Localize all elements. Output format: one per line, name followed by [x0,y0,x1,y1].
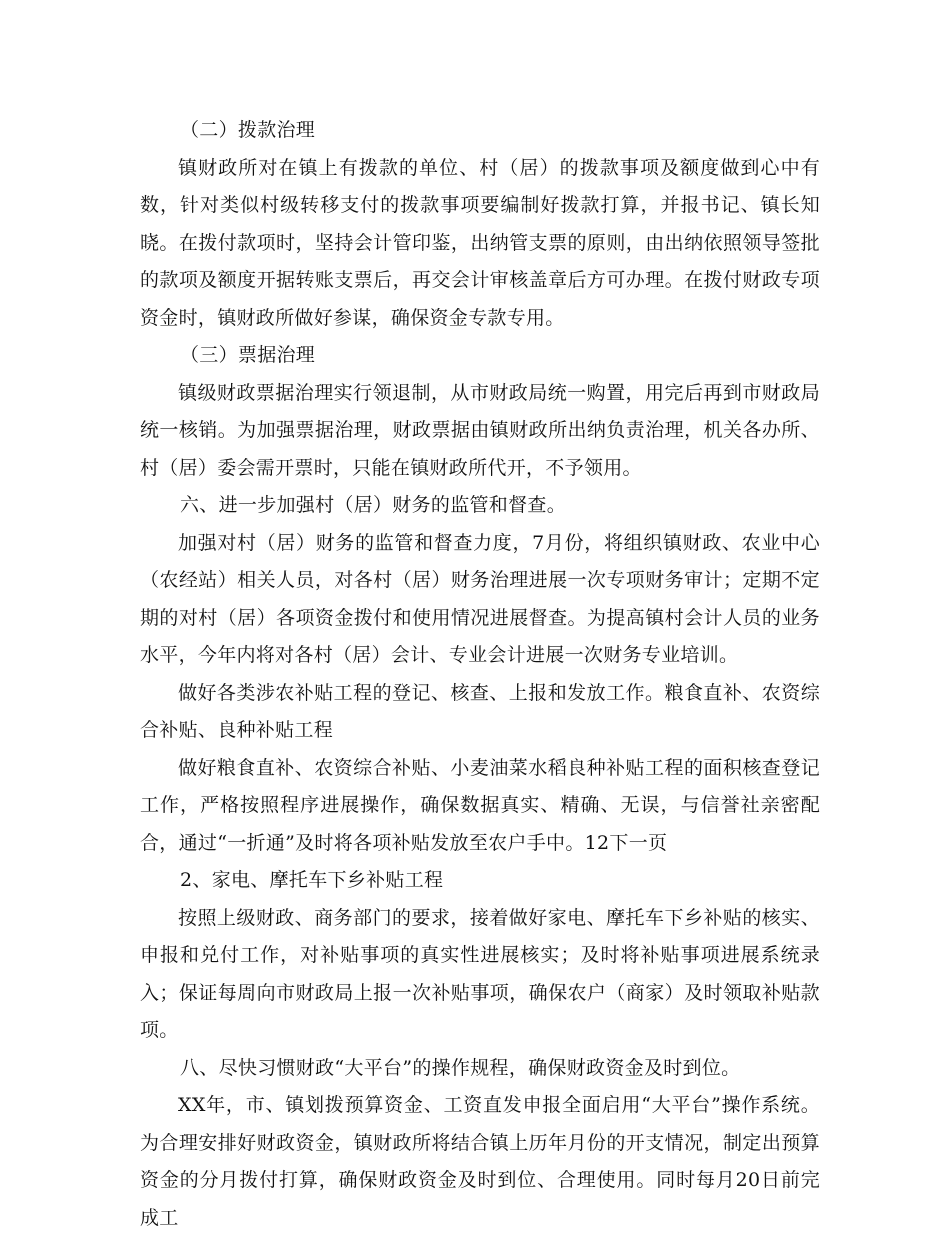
paragraph-disbursement: 镇财政所对在镇上有拨款的单位、村（居）的拨款事项及额度做到心中有数，针对类似村级转移支付的拨款事项要编制好拨款打算，并报书记、镇长知晓。在拨付款项时，坚持会计管印鉴，出纳管支票的原则，由出纳依照领导签批的款项及额度开据转账支票后，再交会计审核盖章后方可办理。在拨付财政专项资金时，镇财政所做好参谋，确保资金专款专用。 [140,156,820,329]
section-heading-disbursement: （二）拨款治理 [180,119,316,141]
paragraph-village-finance: 加强对村（居）财务的监管和督查力度，7月份，将组织镇财政、农业中心（农经站）相关人员，对各村（居）财务治理进展一次专项财务审计；定期不定期的对村（居）各项资金拨付和使用情况进展督查。为提高镇村会计人员的业务水平，今年内将对各村（居）会计、专业会计进展一次财务专业培训。 [140,531,820,666]
section-heading-appliance-subsidy: 2、家电、摩托车下乡补贴工程 [180,869,444,891]
section-heading-platform: 八、尽快习惯财政“大平台”的操作规程，确保财政资金及时到位。 [180,1056,741,1079]
document-body [140,112,820,1237]
paragraph-receipts: 镇级财政票据治理实行领退制，从市财政局统一购置，用完后再到市财政局统一核销。为加强票据治理，财政票据由镇财政所出纳负责治理，机关各办所、村（居）委会需开票时，只能在镇财政所代开，不予领用。 [140,381,820,479]
section-heading-receipts: （三）票据治理 [180,344,316,366]
paragraph-platform: XX年，市、镇划拨预算资金、工资直发申报全面启用“大平台”操作系统。为合理安排好财政资金，镇财政所将结合镇上历年月份的开支情况，制定出预算资金的分月拨付打算，确保财政资金及时到位、合理使用。同时每月20日前完成工 [140,1094,820,1229]
paragraph-appliance-subsidy: 按照上级财政、商务部门的要求，接着做好家电、摩托车下乡补贴的核实、申报和兑付工作，对补贴事项的真实性进展核实；及时将补贴事项进展系统录入；保证每周向市财政局上报一次补贴事项，确保农户（商家）及时领取补贴款项。 [140,906,820,1041]
paragraph-subsidy-intro: 做好各类涉农补贴工程的登记、核查、上报和发放工作。粮食直补、农资综合补贴、良种补贴工程 [140,681,820,741]
section-heading-village-finance: 六、进一步加强村（居）财务的监管和督查。 [180,494,567,516]
paragraph-subsidy-grain: 做好粮食直补、农资综合补贴、小麦油菜水稻良种补贴工程的面积核查登记工作，严格按照程序进展操作，确保数据真实、精确、无误，与信誉社亲密配合，通过“一折通”及时将各项补贴发放至农户手中。12下一页 [140,756,820,854]
